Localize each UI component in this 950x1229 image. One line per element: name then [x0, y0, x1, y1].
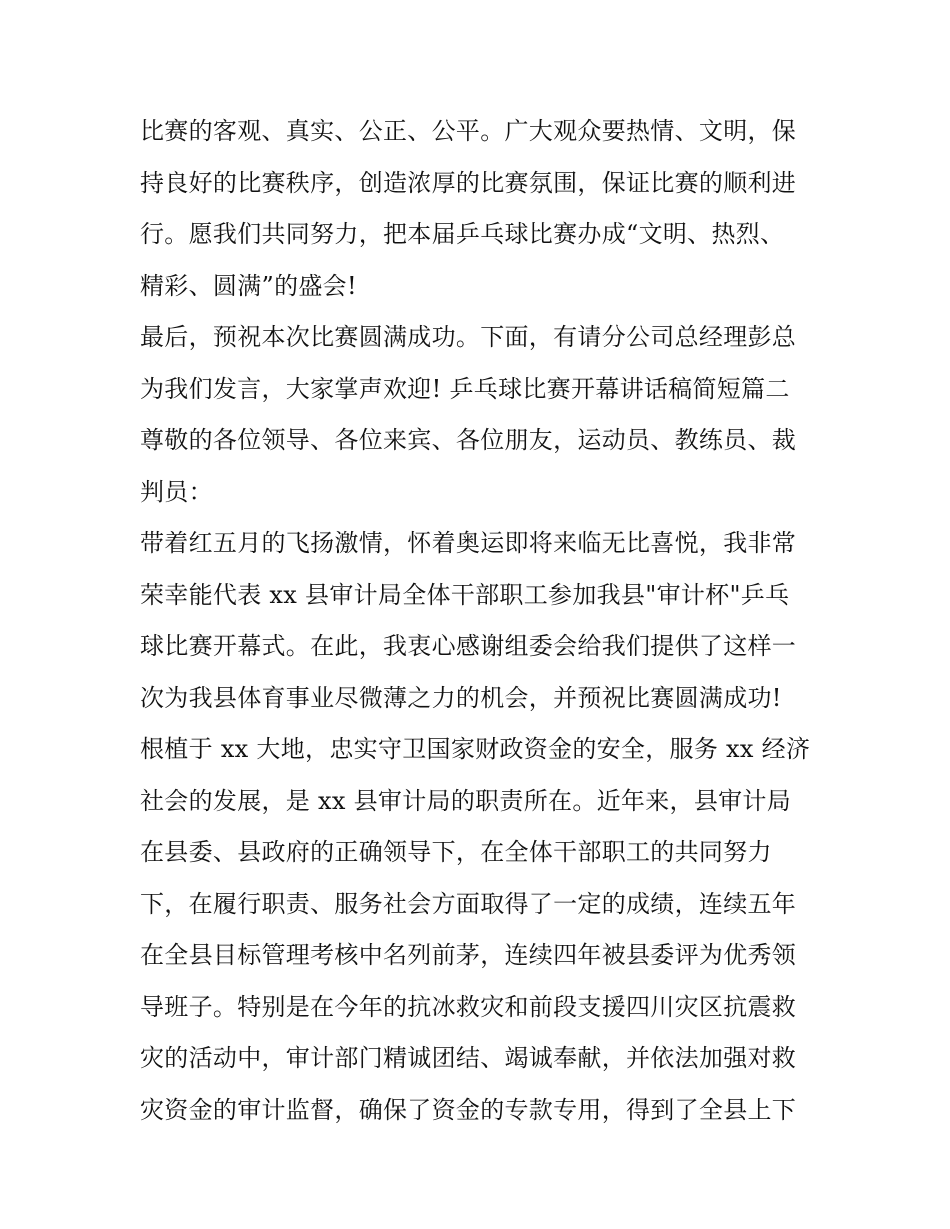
body-text — [140, 106, 820, 1136]
text-line: 荣幸能代表 xx 县审计局全体干部职工参加我县"审计杯"乒乓 — [140, 580, 790, 609]
text-line: 尊敬的各位领导、各位来宾、各位朋友，运动员、教练员、裁 — [140, 426, 797, 454]
text-line: 社会的发展，是 xx 县审计局的职责所在。近年来，县审计局 — [140, 786, 792, 815]
text-line: 比赛的客观、真实、公正、公平。广大观众要热情、文明，保 — [140, 117, 797, 145]
text-line: 在全县目标管理考核中名列前茅，连续四年被县委评为优秀领 — [140, 941, 797, 969]
text-line: 判员： — [140, 477, 213, 506]
text-line: 为我们发言，大家掌声欢迎! 乒乓球比赛开幕讲话稿简短篇二 — [140, 374, 790, 403]
text-line: 灾的活动中，审计部门精诚团结、竭诚奉献，并依法加强对救 — [140, 1044, 797, 1072]
text-line: 带着红五月的飞扬激情，怀着奥运即将来临无比喜悦，我非常 — [140, 529, 797, 557]
text-line: 球比赛开幕式。在此，我衷心感谢组委会给我们提供了这样一 — [140, 632, 797, 660]
text-line: 行。愿我们共同努力，把本届乒乓球比赛办成“文明、热烈、 — [140, 220, 785, 248]
text-line: 导班子。特别是在今年的抗冰救灾和前段支援四川灾区抗震救 — [140, 992, 797, 1021]
text-line: 下，在履行职责、服务社会方面取得了一定的成绩，连续五年 — [140, 889, 797, 918]
text-line: 根植于 xx 大地，忠实守卫国家财政资金的安全，服务 xx 经济 — [140, 735, 811, 763]
text-line: 灾资金的审计监督，确保了资金的专款专用，得到了全县上下 — [140, 1095, 797, 1124]
text-line: 最后，预祝本次比赛圆满成功。下面，有请分公司总经理彭总 — [140, 323, 797, 351]
text-line: 次为我县体育事业尽微薄之力的机会，并预祝比赛圆满成功! — [140, 683, 782, 712]
text-line: 持良好的比赛秩序，创造浓厚的比赛氛围，保证比赛的顺利进 — [140, 168, 797, 197]
text-line: 在县委、县政府的正确领导下，在全体干部职工的共同努力 — [140, 838, 772, 866]
text-line: 精彩、圆满”的盛会! — [140, 271, 357, 300]
